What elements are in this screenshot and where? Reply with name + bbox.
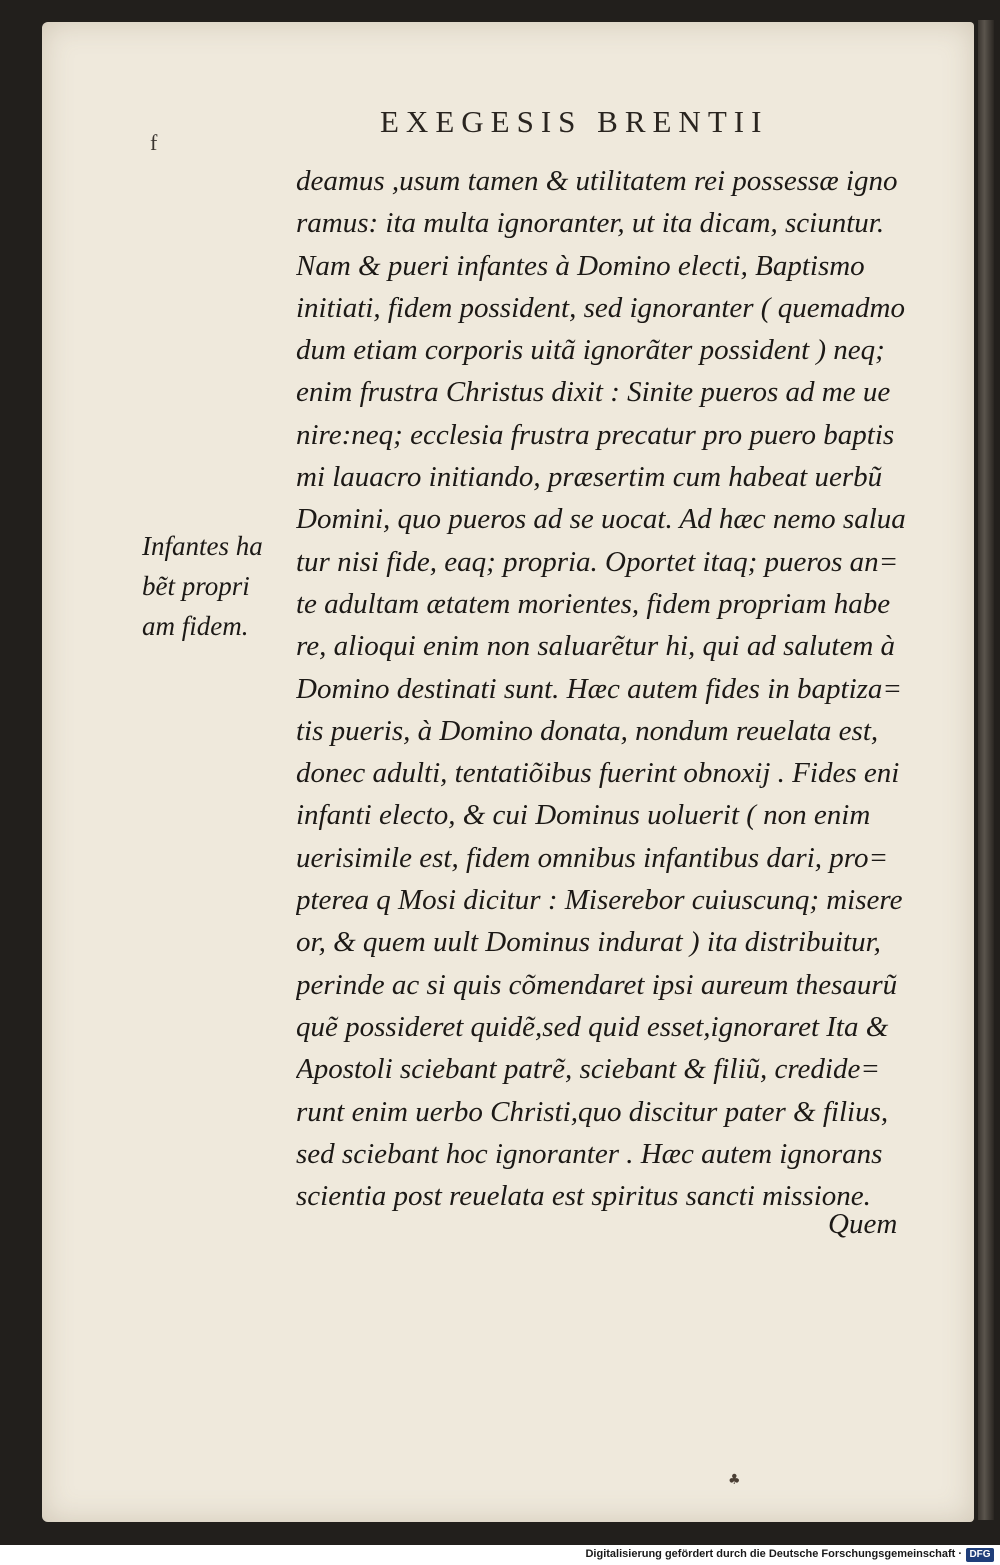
marginal-line: bẽt propri xyxy=(142,571,250,601)
text-line: pterea q Mosi dicitur : Miserebor cuiuscunq; misere xyxy=(296,884,903,917)
text-line: scientia post reuelata est spiritus sancti missione. xyxy=(296,1180,871,1213)
text-line: Apostoli sciebant patrẽ, sciebant & filiũ, credide= xyxy=(296,1053,880,1086)
text-line: sed sciebant hoc ignoranter . Hæc autem ignorans xyxy=(296,1137,883,1170)
text-line: te adultam ætatem morientes, fidem propriam habe xyxy=(296,587,891,620)
book-edge xyxy=(978,20,994,1520)
text-line: ramus: ita multa ignoranter, ut ita dicam, sciuntur. xyxy=(296,207,885,240)
text-line: mi lauacro initiando, præsertim cum habeat uerbũ xyxy=(296,461,883,494)
text-line: Domini, quo pueros ad se uocat. Ad hæc nemo salua xyxy=(296,503,906,536)
text-line: dum etiam corporis uitã ignorãter possident ) neq; xyxy=(296,334,885,367)
marginal-line: Infantes ha xyxy=(142,531,263,561)
text-line: Nam & pueri infantes à Domino electi, Baptismo xyxy=(296,249,865,282)
text-line: infanti electo, & cui Dominus uoluerit ( non enim xyxy=(296,799,871,832)
catchword: Quem xyxy=(828,1208,898,1240)
running-head: EXEGESIS BRENTII xyxy=(380,104,769,139)
text-line: initiati, fidem possident, sed ignoranter ( quemadmo xyxy=(296,291,905,324)
marginal-note xyxy=(142,526,292,646)
funding-notice: Digitalisierung gefördert durch die Deutsche Forschungsgemeinschaft · xyxy=(585,1548,962,1560)
text-line: or, & quem uult Dominus indurat ) ita distribuitur, xyxy=(296,926,881,959)
text-line: runt enim uerbo Christi,quo discitur pater & filius, xyxy=(296,1095,889,1128)
footer-bar xyxy=(0,1545,1000,1565)
text-line: re, alioqui enim non saluarẽtur hi, qui ad salutem à xyxy=(296,630,896,663)
page-mark: f xyxy=(150,130,158,155)
text-line: Domino destinati sunt. Hæc autem fides in baptiza= xyxy=(296,672,902,705)
text-line: deamus ,usum tamen & utilitatem rei possessæ igno xyxy=(296,165,898,197)
dfg-logo[interactable]: DFG xyxy=(966,1548,994,1562)
text-line: tis pueris, à Domino donata, nondum reuelata est, xyxy=(296,714,879,747)
text-line: enim frustra Christus dixit : Sinite pueros ad me ue xyxy=(296,376,891,409)
text-line: nire:neq; ecclesia frustra precatur pro puero baptis xyxy=(296,418,895,451)
ornament-icon: ♣ xyxy=(728,1472,741,1488)
marginal-line: am fidem. xyxy=(142,611,249,641)
text-line: tur nisi fide, eaq; propria. Oportet itaq; pueros an= xyxy=(296,545,899,578)
text-line: perinde ac si quis cõmendaret ipsi aureum thesaurũ xyxy=(296,968,898,1001)
text-line: uerisimile est, fidem omnibus infantibus dari, pro= xyxy=(296,841,889,874)
text-line: donec adulti, tentatiõibus fuerint obnoxij . Fides eni xyxy=(296,757,900,790)
text-line: quẽ possideret quidẽ,sed quid esset,ignoraret Ita & xyxy=(296,1010,889,1043)
body-text xyxy=(296,160,921,1217)
